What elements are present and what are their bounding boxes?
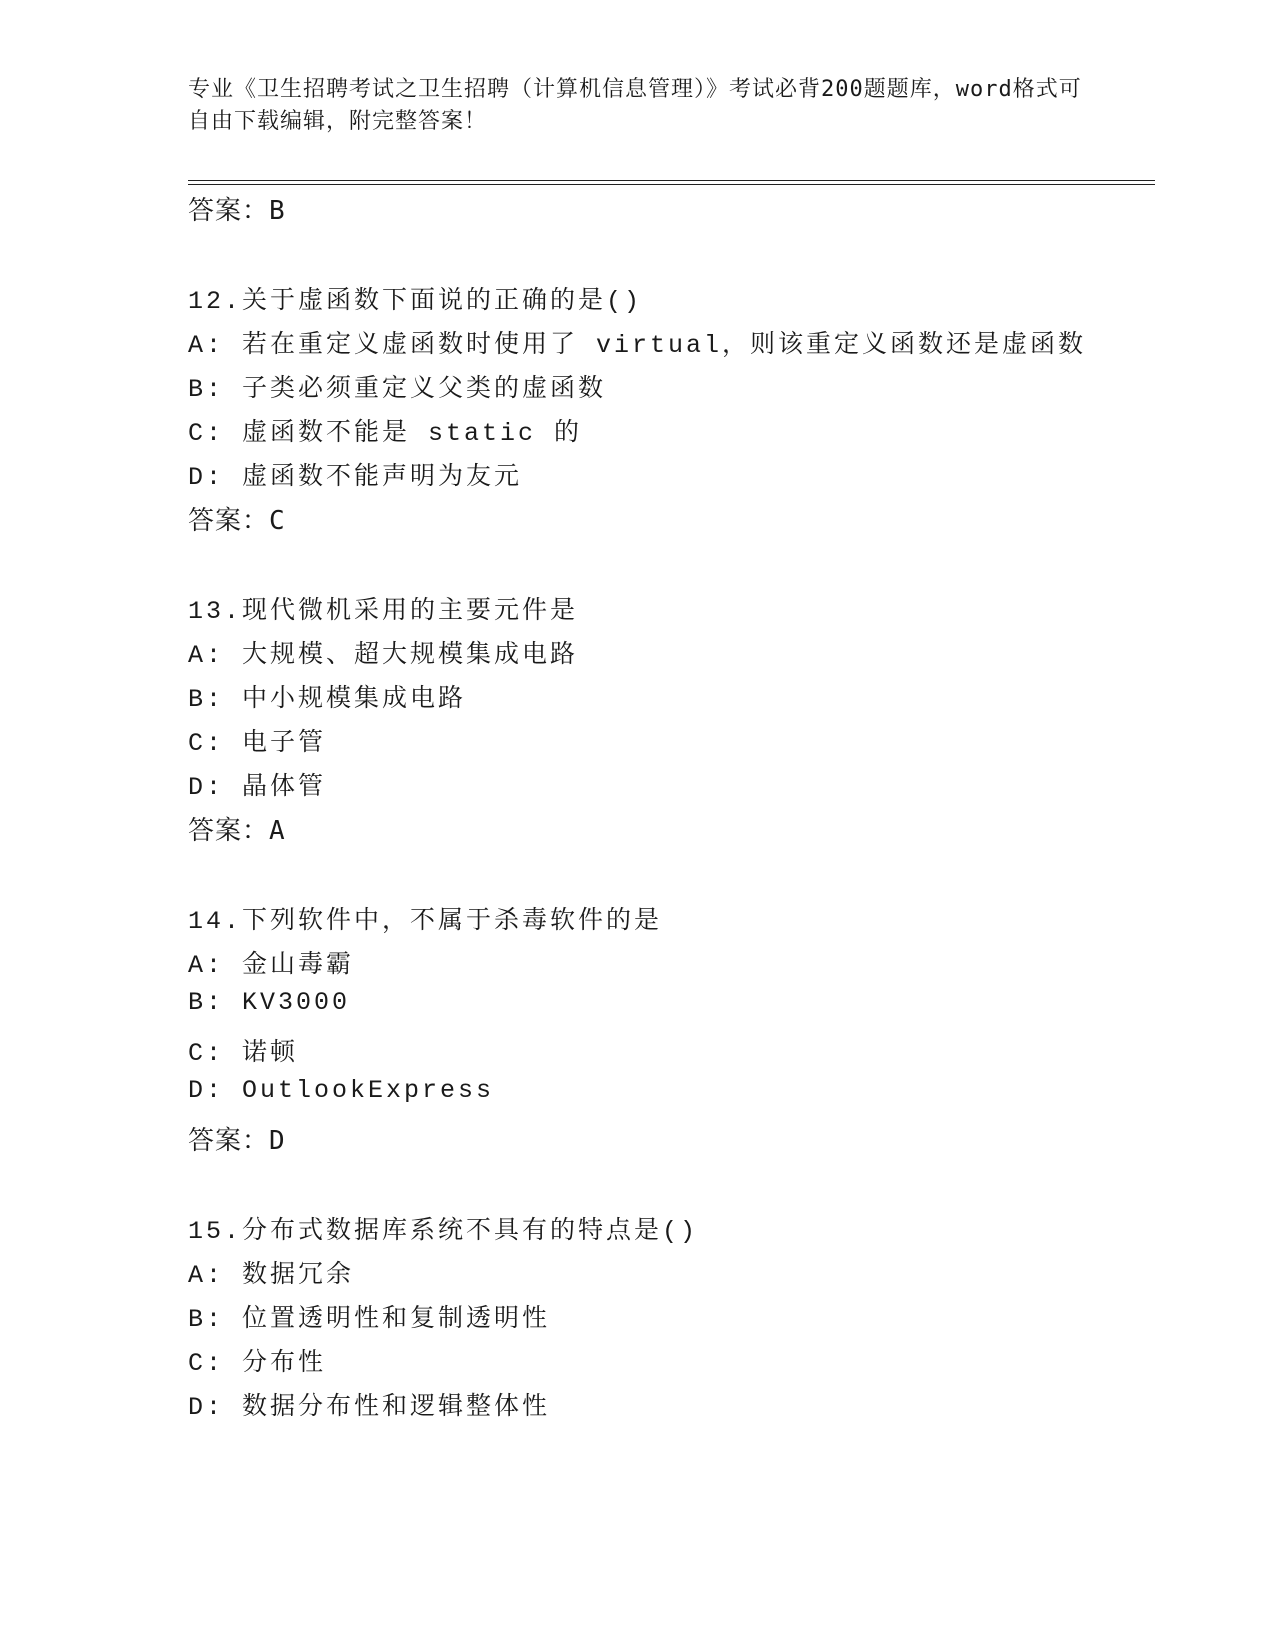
answer-line: 答案：B: [188, 196, 286, 226]
option-line: B: 中小规模集成电路: [188, 685, 467, 714]
option-line: D: OutlookExpress: [188, 1076, 495, 1105]
option-line: A: 大规模、超大规模集成电路: [188, 641, 579, 670]
header-rule-top: [188, 180, 1155, 181]
option-line: D: 虚函数不能声明为友元: [188, 463, 523, 492]
option-line: A: 若在重定义虚函数时使用了 virtual，则该重定义函数还是虚函数: [188, 331, 1087, 360]
option-line: A: 金山毒霸: [188, 951, 355, 980]
answer-line: 答案：D: [188, 1126, 286, 1156]
option-line: B: KV3000: [188, 988, 351, 1017]
option-line: D: 数据分布性和逻辑整体性: [188, 1393, 551, 1422]
option-line: C: 诺顿: [188, 1039, 299, 1068]
option-line: D: 晶体管: [188, 773, 327, 802]
question-stem: 13.现代微机采用的主要元件是: [188, 597, 579, 626]
option-line: C: 分布性: [188, 1349, 327, 1378]
option-line: B: 子类必须重定义父类的虚函数: [188, 375, 607, 404]
option-line: C: 电子管: [188, 729, 327, 758]
question-stem: 14.下列软件中，不属于杀毒软件的是: [188, 907, 663, 936]
option-line: A: 数据冗余: [188, 1261, 355, 1290]
question-stem: 15.分布式数据库系统不具有的特点是(): [188, 1217, 699, 1246]
option-line: B: 位置透明性和复制透明性: [188, 1305, 551, 1334]
answer-line: 答案：A: [188, 816, 286, 846]
document-header: 专业《卫生招聘考试之卫生招聘（计算机信息管理）》考试必背200题题库，word格式可自由下载编辑，附完整答案！: [188, 77, 1082, 134]
question-stem: 12.关于虚函数下面说的正确的是(): [188, 287, 643, 316]
option-line: C: 虚函数不能是 static 的: [188, 419, 583, 448]
header-rule-bottom: [188, 184, 1155, 185]
answer-line: 答案：C: [188, 506, 286, 536]
